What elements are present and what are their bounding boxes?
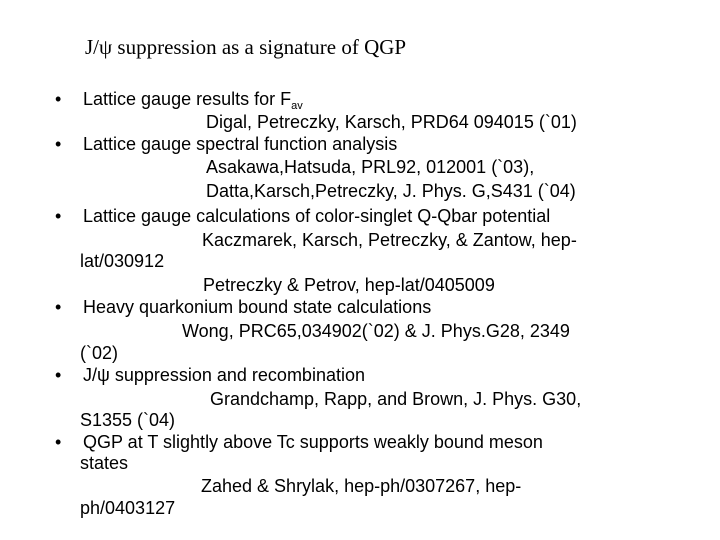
bullet-1-subscript: av [291, 100, 303, 112]
bullet-6-text-cont: states [80, 453, 129, 473]
slide-title: J/ψ suppression as a signature of QGP [85, 35, 407, 59]
bullet-3-ref-2: lat/030912 [80, 251, 165, 271]
bullet-4-ref-2: (`02) [80, 343, 119, 363]
bullet-4-text: Heavy quarkonium bound state calculations [83, 297, 432, 317]
bullet-1-main: Lattice gauge results for F [83, 89, 292, 109]
bullet-3-ref-3: Petreczky & Petrov, hep-lat/0405009 [203, 275, 495, 295]
bullet-1-ref-1: Digal, Petreczky, Karsch, PRD64 094015 (`01) [206, 112, 577, 132]
bullet-marker: • [55, 297, 62, 317]
bullet-5-ref-1: Grandchamp, Rapp, and Brown, J. Phys. G30, [210, 389, 582, 409]
bullet-3-ref-1: Kaczmarek, Karsch, Petreczky, & Zantow, hep- [202, 230, 577, 250]
bullet-6-ref-1: Zahed & Shrylak, hep-ph/0307267, hep- [201, 476, 522, 496]
bullet-marker: • [55, 89, 62, 109]
bullet-5-text: J/ψ suppression and recombination [83, 365, 365, 385]
bullet-6-ref-2: ph/0403127 [80, 498, 176, 518]
bullet-3-text: Lattice gauge calculations of color-singlet Q-Qbar potential [83, 206, 551, 226]
bullet-marker: • [55, 134, 62, 154]
bullet-2-text: Lattice gauge spectral function analysis [83, 134, 398, 154]
bullet-4-ref-1: Wong, PRC65,034902(`02) & J. Phys.G28, 2349 [182, 321, 570, 341]
bullet-6-text: QGP at T slightly above Tc supports weakly bound meson [83, 432, 543, 452]
bullet-marker: • [55, 432, 62, 452]
bullet-2-ref-2: Datta,Karsch,Petreczky, J. Phys. G,S431 (`04) [206, 181, 576, 201]
bullet-2-ref-1: Asakawa,Hatsuda, PRL92, 012001 (`03), [206, 157, 535, 177]
bullet-5-ref-2: S1355 (`04) [80, 410, 176, 430]
bullet-marker: • [55, 206, 62, 226]
bullet-marker: • [55, 365, 62, 385]
